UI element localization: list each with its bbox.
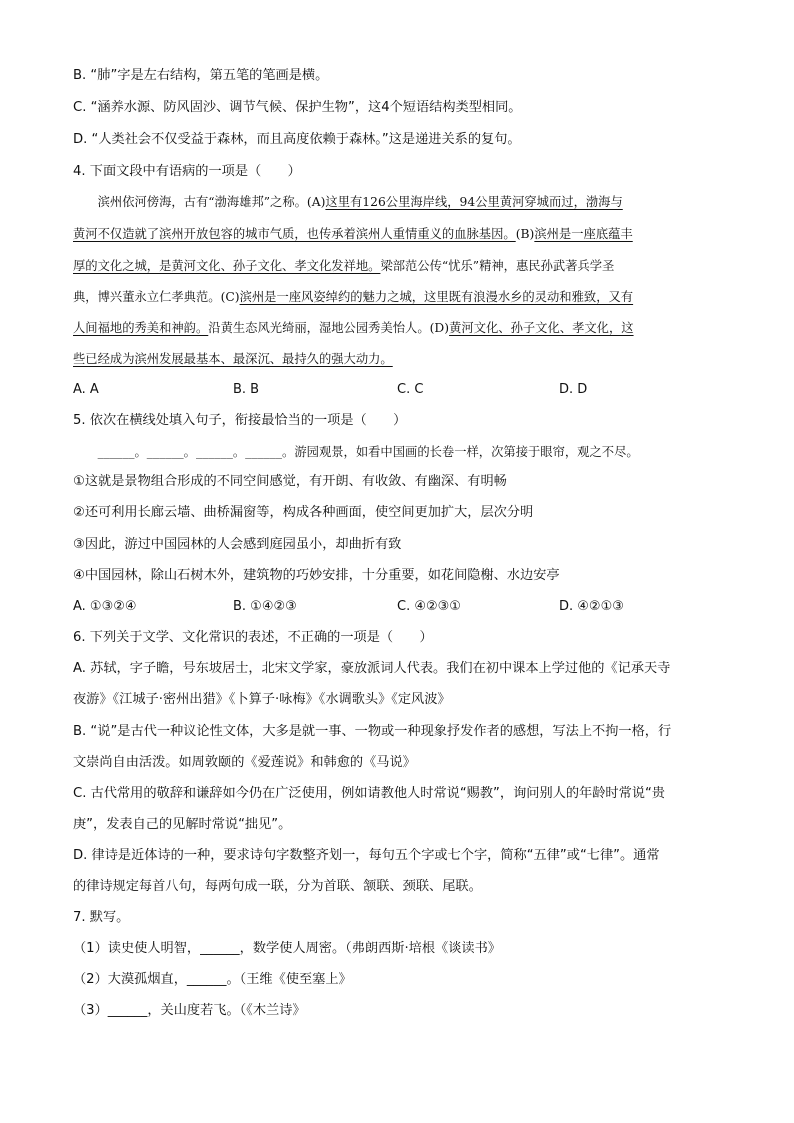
q4-passage-line-2: 黄河不仅造就了滨州开放包容的城市气质，也传承着滨州人重情重义的血脉基因。(B)滨州是一座底蕴丰 bbox=[73, 227, 633, 241]
q5-option-b: B. ①④②③ bbox=[233, 599, 297, 614]
q5-option-d: D. ④②①③ bbox=[559, 599, 624, 614]
q5-sentence-3: ③因此，游过中国园林的人会感到庭园虽小，却曲折有致 bbox=[73, 537, 402, 552]
q7-item-1: （1）读史使人明智，______，数学使人周密。（弗朗西斯·培根《谈读书》 bbox=[73, 941, 501, 956]
q5-blanks: ______。______。______。______。游园观景，如看中国画的长卷一样，次第接于眼帘，观之不尽。 bbox=[73, 445, 639, 459]
q4-passage-line-3: 厚的文化之城，是黄河文化、孙子文化、孝文化发祥地。梁部范公传“忧乐”精神，惠民孙武著兵学圣 bbox=[73, 259, 615, 273]
q7-item-3: （3）______，关山度若飞。（《木兰诗》 bbox=[73, 1003, 306, 1018]
q6-stem: 6. 下列关于文学、文化常识的表述，不正确的一项是（ ） bbox=[73, 630, 433, 645]
q4-passage-line-1: 滨州依河傍海，古有“渤海雄邦”之称。(A)这里有126公里海岸线，94公里黄河穿城而过，渤海与 bbox=[73, 195, 623, 209]
q6-option-a-line-2: 夜游》《江城子·密州出猎》《卜算子·咏梅》《水调歌头》《定风波》 bbox=[73, 692, 451, 707]
q4-passage-line-5: 人间福地的秀美和神韵。沿黄生态风光绮丽，湿地公园秀美怡人。(D)黄河文化、孙子文化、孝文化，这 bbox=[73, 321, 634, 335]
q5-sentence-4: ④中国园林，除山石树木外，建筑物的巧妙安排，十分重要，如花间隐榭、水边安亭 bbox=[73, 568, 560, 583]
q6-option-d-line-2: 的律诗规定每首八句，每两句成一联，分为首联、颔联、颈联、尾联。 bbox=[73, 879, 482, 894]
q7-stem: 7. 默写。 bbox=[73, 910, 130, 925]
q6-option-b-line-2: 文崇尚自由活泼。如周敦颐的《爱莲说》和韩愈的《马说》 bbox=[73, 755, 416, 770]
q6-option-c-line-1: C. 古代常用的敬辞和谦辞如今仍在广泛使用，例如请教他人时常说“赐教”，询问别人的年龄时常说“贵 bbox=[73, 786, 665, 801]
q7-item-2: （2）大漠孤烟直，______。（王维《使至塞上》 bbox=[73, 972, 352, 987]
q6-option-b-line-1: B. “说”是古代一种议论性文体，大多是就一事、一物或一种现象抒发作者的感想，写法上不拘一格，行 bbox=[73, 724, 672, 739]
q5-option-c: C. ④②③① bbox=[397, 599, 461, 614]
q4-stem: 4. 下面文段中有语病的一项是（ ） bbox=[73, 164, 301, 179]
q4-option-c: C. C bbox=[397, 382, 424, 397]
q3-option-c: C. “涵养水源、防风固沙、调节气候、保护生物”，这4个短语结构类型相同。 bbox=[73, 100, 522, 115]
q5-sentence-1: ①这就是景物组合形成的不同空间感觉，有开朗、有收敛、有幽深、有明畅 bbox=[73, 474, 507, 489]
q4-passage-line-6: 些已经成为滨州发展最基本、最深沉、最持久的强大动力。 bbox=[73, 352, 393, 366]
q4-passage-line-4: 典，博兴董永立仁孝典范。(C)滨州是一座风姿绰约的魅力之城，这里既有浪漫水乡的灵动和雅致，又有 bbox=[73, 290, 634, 304]
q5-stem: 5. 依次在横线处填入句子，衔接最恰当的一项是（ ） bbox=[73, 413, 407, 428]
q3-option-b: B. “肺”字是左右结构，第五笔的笔画是横。 bbox=[73, 68, 329, 83]
q4-option-d: D. D bbox=[559, 382, 588, 397]
q5-sentence-2: ②还可利用长廊云墙、曲桥漏窗等，构成各种画面，使空间更加扩大，层次分明 bbox=[73, 505, 534, 520]
q6-option-c-line-2: 庚”，发表自己的见解时常说“拙见”。 bbox=[73, 817, 292, 832]
q6-option-d-line-1: D. 律诗是近体诗的一种，要求诗句字数整齐划一，每句五个字或七个字，简称“五律”或“七律”。通常 bbox=[73, 848, 660, 863]
q5-option-a: A. ①③②④ bbox=[73, 599, 137, 614]
q3-option-d: D. “人类社会不仅受益于森林，而且高度依赖于森林。”这是递进关系的复句。 bbox=[73, 132, 521, 147]
q4-option-a: A. A bbox=[73, 382, 99, 397]
q4-option-b: B. B bbox=[233, 382, 260, 397]
q6-option-a-line-1: A. 苏轼，字子瞻，号东坡居士，北宋文学家，豪放派词人代表。我们在初中课本上学过他的《记承天寺 bbox=[73, 661, 671, 676]
